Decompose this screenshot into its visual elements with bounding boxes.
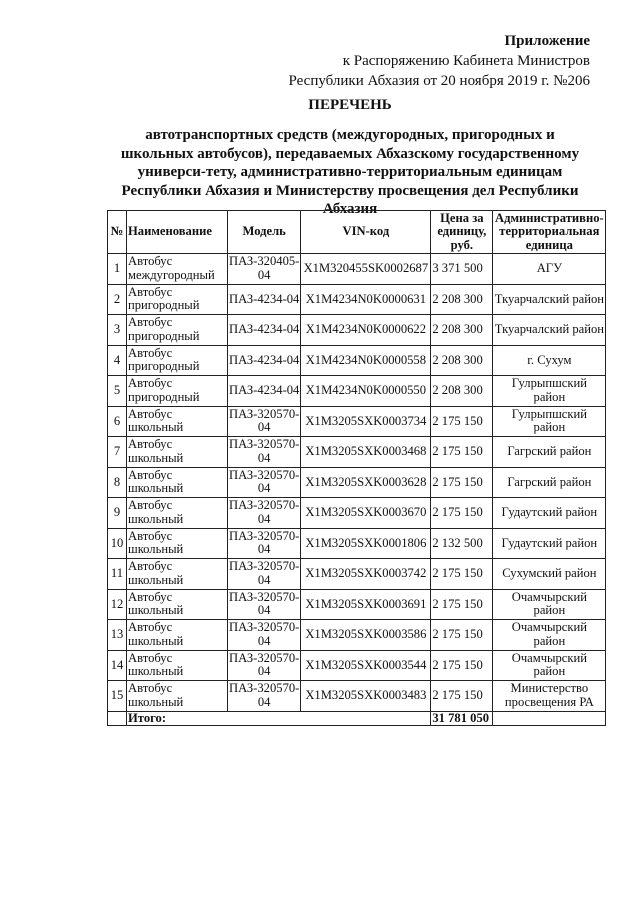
vin-code: X1M3205SXK0001806 <box>301 528 431 559</box>
vin-code: X1M3205SXK0003628 <box>301 467 431 498</box>
appendix-line-1: к Распоряжению Кабинета Министров <box>342 53 590 69</box>
row-number: 13 <box>108 620 127 651</box>
row-number: 9 <box>108 498 127 529</box>
vehicle-model: ПАЗ-320570-04 <box>228 467 301 498</box>
vehicle-model: ПАЗ-320570-04 <box>228 528 301 559</box>
vehicle-name: Автобус междугородный <box>127 254 228 285</box>
unit-price: 2 175 150 <box>431 406 493 437</box>
vehicle-model: ПАЗ-320570-04 <box>228 406 301 437</box>
row-number: 3 <box>108 315 127 346</box>
admin-unit: Сухумский район <box>493 559 606 590</box>
row-number: 10 <box>108 528 127 559</box>
unit-price: 2 208 300 <box>431 376 493 407</box>
vehicle-model: ПАЗ-320570-04 <box>228 589 301 620</box>
row-number: 12 <box>108 589 127 620</box>
admin-unit: Гудаутский район <box>493 528 606 559</box>
unit-price: 2 208 300 <box>431 284 493 315</box>
row-number: 4 <box>108 345 127 376</box>
appendix-line-2: Республики Абхазия от 20 ноября 2019 г. №206 <box>288 73 590 89</box>
vehicle-name: Автобус школьный <box>127 528 228 559</box>
total-empty-cell <box>493 711 606 726</box>
unit-price: 2 208 300 <box>431 315 493 346</box>
col-header-price: Цена за единицу, руб. <box>431 211 493 254</box>
table-row <box>108 559 606 590</box>
vehicle-model: ПАЗ-4234-04 <box>228 376 301 407</box>
vin-code: X1M3205SXK0003544 <box>301 650 431 681</box>
row-number: 1 <box>108 254 127 285</box>
vehicle-name: Автобус школьный <box>127 559 228 590</box>
vin-code: X1M3205SXK0003691 <box>301 589 431 620</box>
unit-price: 3 371 500 <box>431 254 493 285</box>
vin-code: X1M4234N0K0000631 <box>301 284 431 315</box>
unit-price: 2 175 150 <box>431 589 493 620</box>
vin-code: X1M4234N0K0000550 <box>301 376 431 407</box>
vehicle-model: ПАЗ-4234-04 <box>228 284 301 315</box>
row-number: 7 <box>108 437 127 468</box>
vehicle-name: Автобус пригородный <box>127 315 228 346</box>
admin-unit: Очамчырский район <box>493 650 606 681</box>
admin-unit: Гулрыпшский район <box>493 376 606 407</box>
admin-unit: г. Сухум <box>493 345 606 376</box>
vehicle-model: ПАЗ-4234-04 <box>228 315 301 346</box>
unit-price: 2 175 150 <box>431 559 493 590</box>
vehicle-name: Автобус школьный <box>127 498 228 529</box>
table-row <box>108 345 606 376</box>
total-row <box>108 711 606 726</box>
vehicle-name: Автобус школьный <box>127 589 228 620</box>
table-row <box>108 254 606 285</box>
table-row <box>108 406 606 437</box>
total-label: Итого: <box>127 711 431 726</box>
admin-unit: Гагрский район <box>493 437 606 468</box>
table-row <box>108 650 606 681</box>
vin-code: X1M3205SXK0003742 <box>301 559 431 590</box>
table-row <box>108 467 606 498</box>
vehicle-model: ПАЗ-320570-04 <box>228 498 301 529</box>
vehicle-model: ПАЗ-4234-04 <box>228 345 301 376</box>
admin-unit: Гудаутский район <box>493 498 606 529</box>
vin-code: X1M3205SXK0003586 <box>301 620 431 651</box>
admin-unit: Министерство просвещения РА <box>493 681 606 712</box>
unit-price: 2 175 150 <box>431 437 493 468</box>
table-row <box>108 528 606 559</box>
unit-price: 2 132 500 <box>431 528 493 559</box>
vehicle-model: ПАЗ-320570-04 <box>228 620 301 651</box>
vehicle-name: Автобус школьный <box>127 620 228 651</box>
total-value: 31 781 050 <box>431 711 493 726</box>
vin-code: X1M3205SXK0003670 <box>301 498 431 529</box>
document-subtitle: автотранспортных средств (междугородных, пригородных и школьных автобусов), передаваемых Абхазскому государственному универси-тету, административно-территориальным единицам Республики Абхазия и Министерству просвещения дел Республики Абхазия <box>120 127 580 217</box>
vin-code: X1M3205SXK0003468 <box>301 437 431 468</box>
vehicle-model: ПАЗ-320570-04 <box>228 559 301 590</box>
table-row <box>108 589 606 620</box>
vin-code: X1M4234N0K0000622 <box>301 315 431 346</box>
table-row <box>108 498 606 529</box>
vehicle-model: ПАЗ-320570-04 <box>228 437 301 468</box>
row-number: 11 <box>108 559 127 590</box>
appendix-label: Приложение <box>504 33 590 49</box>
admin-unit: Ткуарчалский район <box>493 315 606 346</box>
vin-code: X1M320455SK0002687 <box>301 254 431 285</box>
col-header-model: Модель <box>228 211 301 254</box>
unit-price: 2 175 150 <box>431 498 493 529</box>
row-number: 14 <box>108 650 127 681</box>
vehicle-name: Автобус школьный <box>127 406 228 437</box>
table-row <box>108 376 606 407</box>
vin-code: X1M3205SXK0003483 <box>301 681 431 712</box>
vehicle-name: Автобус пригородный <box>127 345 228 376</box>
total-empty-cell <box>108 711 127 726</box>
table-row <box>108 437 606 468</box>
vehicle-name: Автобус школьный <box>127 437 228 468</box>
vehicle-model: ПАЗ-320570-04 <box>228 681 301 712</box>
col-header-vin: VIN-код <box>301 211 431 254</box>
vin-code: X1M3205SXK0003734 <box>301 406 431 437</box>
row-number: 8 <box>108 467 127 498</box>
table-header-row <box>108 211 606 254</box>
table-row <box>108 284 606 315</box>
row-number: 2 <box>108 284 127 315</box>
unit-price: 2 175 150 <box>431 681 493 712</box>
admin-unit: Ткуарчалский район <box>493 284 606 315</box>
unit-price: 2 208 300 <box>431 345 493 376</box>
vehicle-name: Автобус пригородный <box>127 284 228 315</box>
vehicle-name: Автобус школьный <box>127 650 228 681</box>
unit-price: 2 175 150 <box>431 650 493 681</box>
col-header-number: № <box>108 211 127 254</box>
unit-price: 2 175 150 <box>431 467 493 498</box>
admin-unit: Гагрский район <box>493 467 606 498</box>
table-row <box>108 620 606 651</box>
admin-unit: АГУ <box>493 254 606 285</box>
appendix-header <box>289 31 591 91</box>
col-header-unit: Административно-территориальная единица <box>493 211 606 254</box>
vin-code: X1M4234N0K0000558 <box>301 345 431 376</box>
row-number: 6 <box>108 406 127 437</box>
table-row <box>108 315 606 346</box>
vehicle-model: ПАЗ-320570-04 <box>228 650 301 681</box>
admin-unit: Очамчырский район <box>493 589 606 620</box>
unit-price: 2 175 150 <box>431 620 493 651</box>
row-number: 5 <box>108 376 127 407</box>
document-title: ПЕРЕЧЕНЬ <box>308 97 392 113</box>
table-row <box>108 681 606 712</box>
admin-unit: Гулрыпшский район <box>493 406 606 437</box>
admin-unit: Очамчырский район <box>493 620 606 651</box>
vehicle-name: Автобус школьный <box>127 681 228 712</box>
vehicles-table <box>107 210 606 726</box>
col-header-name: Наименование <box>127 211 228 254</box>
vehicle-model: ПАЗ-320405-04 <box>228 254 301 285</box>
vehicle-name: Автобус школьный <box>127 467 228 498</box>
row-number: 15 <box>108 681 127 712</box>
vehicle-name: Автобус пригородный <box>127 376 228 407</box>
